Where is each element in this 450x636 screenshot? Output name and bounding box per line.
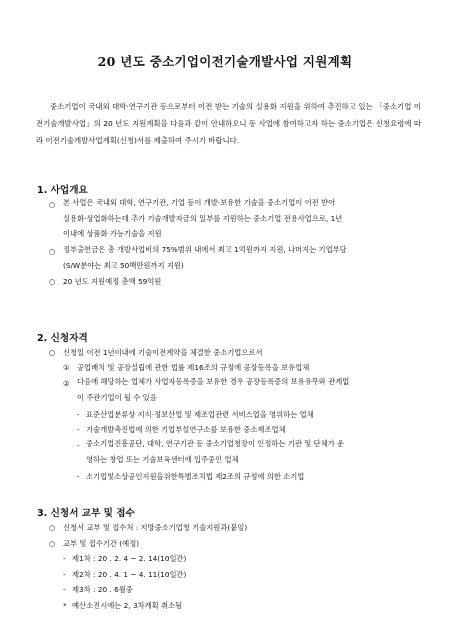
text-line: 이내에 상품화 가능기술을 지원 (63, 229, 162, 238)
bullet-circle: ○ (49, 277, 56, 286)
eligibility-dash-4: 소기업및소상공인지원을위한특별조치법 제2조의 규정에 의한 소기업 (86, 472, 305, 481)
eligibility-dash-1: 표준산업분류상 지식·정보산업 및 제조업관련 서비스업을 영위하는 업체 (86, 410, 314, 419)
bullet-dash: - (77, 425, 80, 434)
overview-item-2 (63, 242, 423, 273)
eligibility-dash-2: 기술개발촉진법에 의한 기업부설연구소를 보유한 중소제조업체 (86, 425, 286, 434)
section-heading-application: 3. 신청서 교부 및 접수 (37, 508, 135, 519)
eligibility-sub-2 (77, 374, 422, 405)
text-line: 다음에 해당하는 업체가 사업자등록증을 보유한 경우 공장등록증의 보유유무와 관계없 (77, 377, 350, 386)
schedule-round-1: 제1차 : 20 . 2. 4 ~ 2. 14(10일간) (72, 554, 187, 563)
overview-item-3: 20 년도 지원예정 총액 59억원 (63, 277, 162, 286)
bullet-circle: ○ (49, 200, 56, 209)
bullet-circle: ○ (49, 523, 56, 532)
bullet-number-1: ① (63, 363, 70, 372)
schedule-note: 예산소진시에는 2, 3차계획 취소됨 (72, 601, 183, 610)
document-title: 20 년도 중소기업이전기술개발사업 지원계획 (97, 54, 353, 69)
section-heading-overview: 1. 사업개요 (37, 185, 88, 196)
schedule-round-2: 제2차 : 20 . 4. 1 ~ 4. 11(10일간) (72, 570, 187, 579)
bullet-asterisk: * (63, 601, 67, 610)
text-line: 본 사업은 국내외 대학, 연구기관, 기업 등이 개발·보유한 기술을 중소기업이 이전 받아 (63, 198, 336, 207)
eligibility-sub-1: 공업배치 및 공장설립에 관한 법률 제16조의 규정에 공장등록을 보유업체 (77, 363, 310, 372)
application-item-1: 신청서 교부 및 접수처 : 지방중소기업청 기술지원과(붙임) (63, 523, 248, 532)
text-line: (S/W분야는 최고 50백만원까지 지원) (63, 260, 184, 270)
eligibility-dash-3 (86, 436, 423, 467)
bullet-number-2: ② (63, 379, 70, 388)
bullet-dash: - (77, 441, 80, 450)
section-heading-eligibility: 2. 신청자격 (37, 333, 88, 344)
text-line: 중소기업진흥공단, 대학, 연구기관 등 중소기업청장이 인정하는 기관 및 단체가 운 (86, 439, 345, 448)
bullet-dash: - (63, 585, 66, 594)
bullet-dash: - (77, 472, 80, 481)
bullet-circle: ○ (49, 247, 56, 256)
bullet-dash: - (63, 554, 66, 563)
schedule-round-3: 제3차 : 20 . 6월중 (72, 585, 133, 594)
bullet-circle: ○ (49, 539, 56, 548)
application-item-2: 교부 및 접수기간 (예정) (63, 539, 140, 548)
intro-text: 중소기업이 국내외 대학·연구기관 등으로부터 이전 받는 기술의 실용화 지원을 위하여 추진하고 있는 「중소기업 이전기술개발사업」의 20 년도 지원계획을 다음과 같이 안내하오니 동 사업에 참여하고자 하는 중소기업은 신청요령에 따라 이전기술개발사업계획(신청)서를 제출하여 주시기 바랍니다. (36, 102, 421, 145)
text-line: 실용화·상업화하는데 추가 기술개발자금의 일부를 지원하는 중소기업 전용사업으로, 1년 (63, 213, 343, 223)
overview-item-1 (63, 195, 423, 242)
eligibility-item-1: 신청일 이전 1년이내에 기술이전계약을 체결한 중소기업으로서 (63, 348, 263, 357)
bullet-circle: ○ (49, 348, 56, 357)
text-line: 영하는 창업 또는 기술보육센터에 입주중인 업체 (86, 454, 239, 464)
intro-paragraph (36, 98, 421, 149)
bullet-dash: - (77, 410, 80, 419)
bullet-dash: - (63, 570, 66, 579)
text-line: 이 주관기업이 될 수 있음 (77, 392, 157, 402)
text-line: 정부출연금은 총 개발사업비의 75%범위 내에서 최고 1억원까지 지원, 나머지는 기업부담 (63, 245, 347, 254)
